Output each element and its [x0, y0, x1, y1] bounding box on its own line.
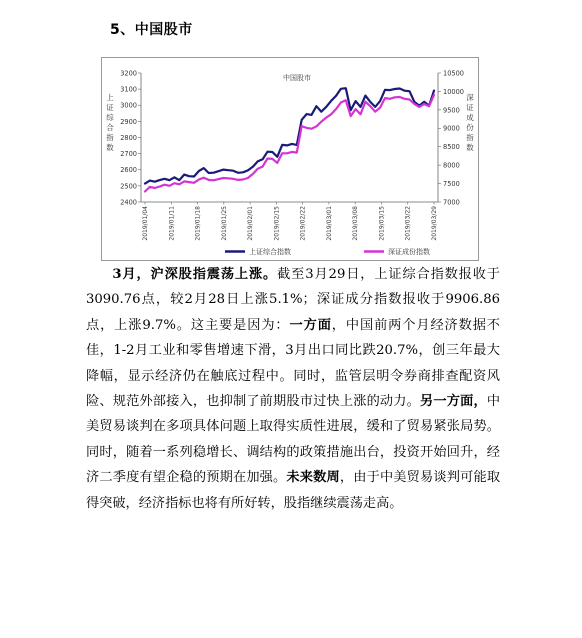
- y-left-tick-label: 2900: [120, 117, 137, 126]
- x-ticks: [142, 202, 438, 241]
- x-tick-label: 2019/03/29: [431, 206, 438, 241]
- y-left-label-char: 证: [106, 103, 114, 112]
- stock-chart: [101, 57, 479, 261]
- chart-svg: [102, 58, 478, 260]
- x-tick-label: 2019/02/22: [299, 206, 307, 241]
- y-left-label-char: 上: [106, 93, 114, 102]
- x-tick-label: 2019/03/15: [378, 206, 386, 241]
- text-run: ，由于中美贸易谈判可能取得突破，经济指标也将有所好转，股指继续震荡走高。: [86, 470, 501, 511]
- section-title: 5、中国股市: [110, 22, 193, 38]
- article-body: [86, 262, 500, 516]
- text-run: ，中国前两个月经济数据不佳，1-2月工业和零售增速下滑，3月出口同比跌20.7%，创三年最大降幅，显示经济仍在触底过程中。同时，监管层明令券商排查配资风险、规范外部接入，也抑制了前期股市过快上涨的动力。: [86, 317, 500, 410]
- y-left-label-char: 数: [106, 143, 114, 152]
- x-tick-label: 2019/01/25: [220, 206, 228, 241]
- text-run: 截至3月29日，上证综合指数报收于3090.76点，较2月28日上涨5.1%；深证成分指数报收于9906.86点，上涨9.7%。这主要是因为：: [86, 267, 500, 333]
- text-run: 中美贸易谈判在多项具体问题上取得实质性进展，缓和了贸易紧张局势。同时，随着一系列稳增长、调结构的政策措施出台，投资开始回升，经济二季度有望企稳的预期在加强。: [86, 394, 501, 486]
- legend-label: 深证成份指数: [388, 248, 430, 256]
- emphasis-other-side: 另一方面，: [420, 394, 487, 410]
- y-left-tick-label: 2500: [120, 182, 137, 191]
- chart-series: [145, 88, 434, 191]
- y-right-tick-label: 7000: [443, 198, 460, 207]
- y-left-axis-label: [106, 92, 114, 152]
- y-right-label-char: 数: [466, 143, 474, 152]
- y-right-tick-label: 10000: [443, 87, 464, 96]
- y-right-label-char: 深: [466, 93, 474, 102]
- y-right-tick-label: 9000: [443, 124, 460, 133]
- chart-legend: [225, 247, 430, 256]
- article-paragraph: [86, 262, 500, 516]
- y-right-axis-label: [466, 93, 474, 152]
- y-left-tick-label: 3000: [120, 101, 137, 110]
- x-tick-label: 2019/02/15: [273, 206, 281, 241]
- y-right-label-char: 证: [466, 103, 474, 112]
- y-left-tick-label: 2700: [120, 150, 137, 159]
- y-right-tick-label: 8000: [443, 161, 460, 170]
- y-right-tick-label: 9500: [443, 106, 460, 115]
- x-tick-label: 2019/01/18: [194, 206, 202, 241]
- x-tick-label: 2019/02/01: [247, 206, 255, 241]
- x-tick-label: 2019/01/04: [142, 206, 149, 241]
- x-tick-label: 2019/01/11: [168, 206, 176, 241]
- y-left-tick-label: 2800: [120, 133, 137, 142]
- y-left-tick-label: 2400: [120, 198, 137, 207]
- y-right-label-char: 份: [466, 123, 474, 132]
- emphasis-coming-weeks: 未来数周: [286, 470, 340, 486]
- y-right-ticks: [438, 69, 464, 206]
- y-right-tick-label: 7500: [443, 179, 460, 188]
- shanghai-index-line: [145, 88, 434, 183]
- y-left-tick-label: 2600: [120, 166, 137, 175]
- y-left-label-char: 指: [106, 133, 114, 142]
- y-right-label-char: 指: [466, 133, 474, 142]
- y-left-label-char: 综: [106, 113, 114, 122]
- x-tick-label: 2019/03/08: [352, 206, 360, 241]
- y-right-tick-label: 8500: [443, 143, 460, 152]
- y-right-label-char: 成: [466, 113, 474, 122]
- chart-title: 中国股市: [283, 74, 311, 82]
- y-right-tick-label: 10500: [443, 69, 464, 78]
- x-tick-label: 2019/03/01: [325, 206, 333, 241]
- lead-sentence: 3月，沪深股指震荡上涨。: [112, 267, 278, 282]
- y-left-tick-label: 3100: [120, 85, 137, 94]
- emphasis-one-side: 一方面: [289, 317, 332, 333]
- y-left-tick-label: 3200: [120, 69, 137, 78]
- y-left-label-char: 合: [106, 123, 114, 132]
- x-tick-label: 2019/03/22: [404, 206, 412, 241]
- legend-label: 上证综合指数: [249, 248, 291, 256]
- y-left-ticks: [120, 69, 141, 206]
